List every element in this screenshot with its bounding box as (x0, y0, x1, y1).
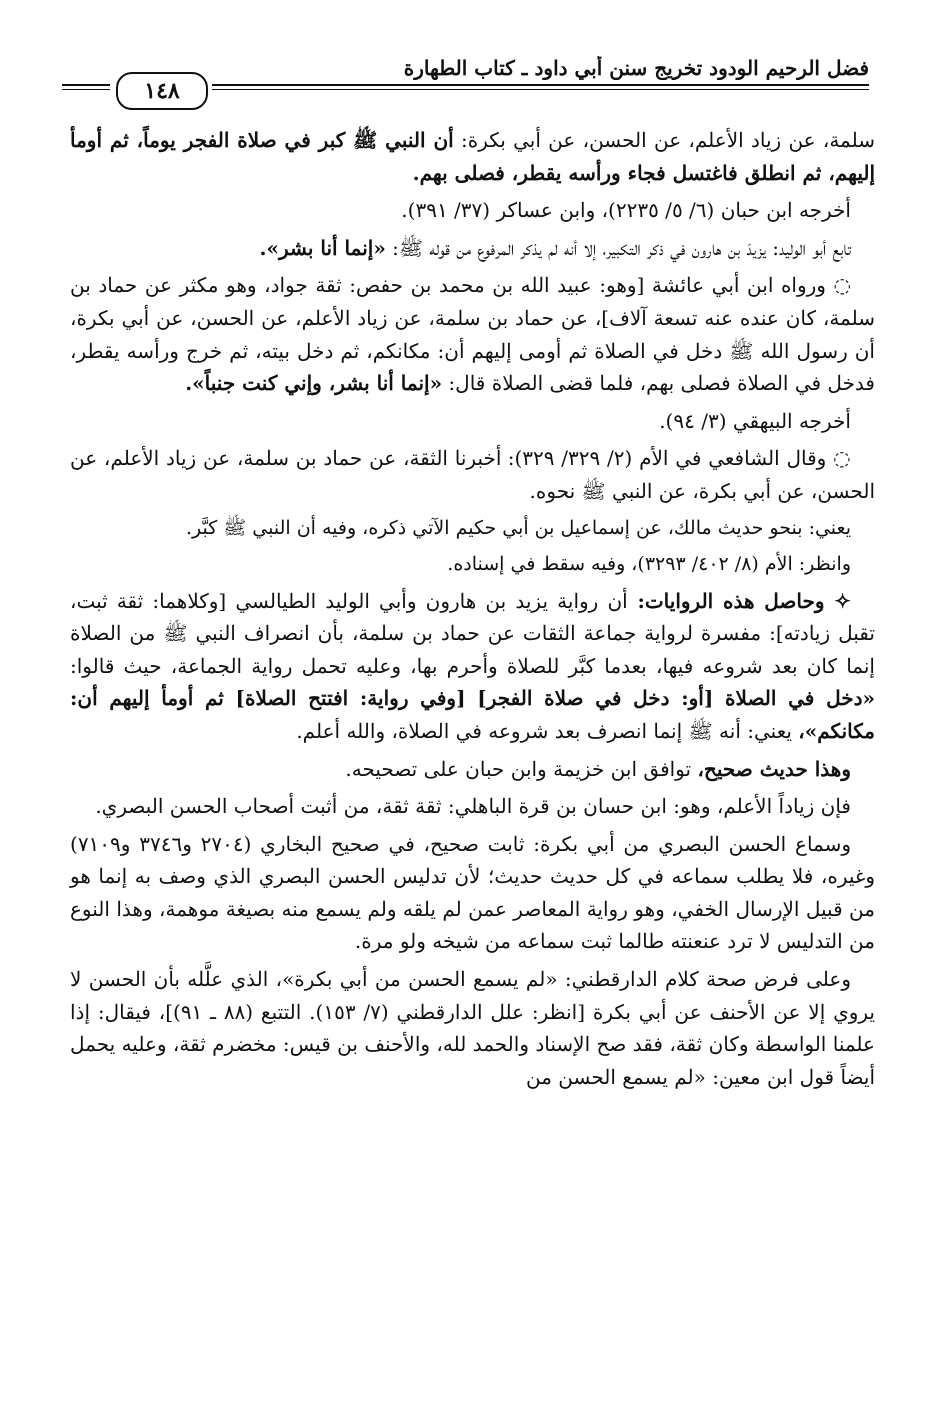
bold-run: وهذا حديث صحيح، (697, 756, 851, 781)
page-header (62, 50, 869, 110)
text-run: أن رواية يزيد بن هارون وأبي الوليد الطيالسي [وكلاهما: ثقة ثبت، تقبل زيادته]: مفسرة لرواية جماعة الثقات عن حماد بن سلمة، بأن انصراف النبي ﷺ من الصلاة إنما كان بعد شروعه فيها، بعدما كبَّر للصلاة وأحرم بها، وعليه تحمل رواية الجماعة، حيث قالوا: (70, 588, 875, 678)
page-body (70, 124, 875, 1098)
bold-run: أن النبي ﷺ كبر في صلاة الفجر يوماً، ثم أومأ إليهم، ثم انطلق فاغتسل فجاء ورأسه يقطر، فصلى بهم. (70, 128, 875, 185)
text-run: وانظر: الأم (٨/ ٤٠٢/ ٣٢٩٣)، وفيه سقط في إسناده. (447, 552, 851, 575)
paragraph (70, 585, 875, 748)
text-run: سلمة، عن زياد الأعلم، عن الحسن، عن أبي بكرة: (453, 128, 876, 152)
text-run: يعني: أنه ﷺ إنما انصرف بعد شروعه في الصلاة، والله أعلم. (296, 718, 799, 743)
text-run: ◌ وقال الشافعي في الأم (٢/ ٣٢٩/ ٣٢٩): أخبرنا الثقة، عن حماد بن سلمة، عن زياد الأعلم، عن الحسن، عن أبي بكرة، عن النبي ﷺ نحوه. (70, 446, 875, 503)
text-run: وعلى فرض صحة كلام الدارقطني: «لم يسمع الحسن من أبي بكرة»، الذي علَّله بأن الحسن لا يروي إلا عن الأحنف عن أبي بكرة [انظر: علل الدارقطني (٧/ ١٥٣). التتبع (٨٨ ـ ٩١)]، فيقال: إذا علمنا الواسطة وكان ثقة، فقد صح الإسناد والحمد لله، والأحنف بن قيس: مخضرم ثقة، وعليه يحمل أيضاً قول ابن معين: «لم يسمع الحسن من (70, 967, 875, 1089)
text-run: أخرجه البيهقي (٣/ ٩٤). (659, 408, 851, 433)
bold-run: ✧ وحاصل هذه الروايات: (627, 588, 851, 613)
text-run: تابع أبو الوليد: يزيدَ بن هارون في ذكر التكبير، إلا أنه لم يذكر المرفوع من قوله ﷺ: (385, 235, 851, 260)
header-rule (62, 84, 110, 86)
paragraph (70, 405, 875, 438)
header-rule (212, 84, 869, 86)
text-run: يعني: بنحو حديث مالك، عن إسماعيل بن أبي حكيم الآتي ذكره، وفيه أن النبي ﷺ كبَّر. (185, 516, 851, 539)
text-run: ◌ ورواه ابن أبي عائشة [وهو: عبيد الله بن محمد بن حفص: ثقة جواد، وهو مكثر عن حماد بن سلمة، كان عنده عنه تسعة آلاف]، عن حماد بن سلمة، عن زياد الأعلم، عن الحسن، عن أبي بكرة، أن رسول الله ﷺ دخل في الصلاة ثم أومى إليهم أن: مكانكم، ثم دخل بيته، ثم خرج ورأسه يقطر، فدخل في الصلاة فصلى بهم، فلما قضى الصلاة قال: (70, 273, 875, 396)
text-run: فإن زياداً الأعلم، وهو: ابن حسان بن قرة الباهلي: ثقة ثقة، من أثبت أصحاب الحسن البصري. (95, 794, 851, 819)
text-run: أخرجه ابن حبان (٦/ ٥/ ٢٢٣٥)، وابن عساكر (٣٧/ ٣٩١). (401, 198, 851, 223)
paragraph (70, 963, 875, 1093)
text-run: وسماع الحسن البصري من أبي بكرة: ثابت صحيح، في صحيح البخاري (٢٧٠٤ و٣٧٤٦ و٧١٠٩) وغيره، فلا يطلب سماعه في كل حديث حديث؛ لأن تدليس الحسن البصري الذي وصف به إنما هو من قبيل الإرسال الخفي، وهو رواية المعاصر عمن لم يلقه ولم يسمع منه بصيغة موهمة، وهذا النوع من التدليس لا ترد عنعنته طالما ثبت سماعه من شيخه ولو مرة. (70, 831, 875, 954)
text-run: توافق ابن خزيمة وابن حبان على تصحيحه. (345, 756, 698, 781)
paragraph (70, 232, 875, 265)
paragraph (70, 124, 875, 189)
bold-run: «إنما أنا بشر». (259, 235, 386, 260)
paragraph (70, 790, 875, 823)
paragraph (70, 753, 875, 786)
paragraph (70, 194, 875, 227)
bold-run: «إنما أنا بشر، وإني كنت جنباً». (185, 371, 443, 396)
paragraph (70, 828, 875, 958)
bold-run: «دخل في الصلاة [أو: دخل في صلاة الفجر] [وفي رواية: افتتح الصلاة] ثم أومأ إليهم أن: مكانكم»، (70, 686, 875, 743)
paragraph (70, 269, 875, 399)
paragraph (70, 442, 875, 507)
paragraph (70, 549, 875, 580)
header-rule (62, 89, 110, 90)
header-rule (212, 89, 869, 90)
page-number: ١٤٨ (116, 72, 208, 110)
running-title: فضل الرحيم الودود تخريج سنن أبي داود ـ كتاب الطهارة (403, 56, 869, 80)
paragraph (70, 513, 875, 544)
